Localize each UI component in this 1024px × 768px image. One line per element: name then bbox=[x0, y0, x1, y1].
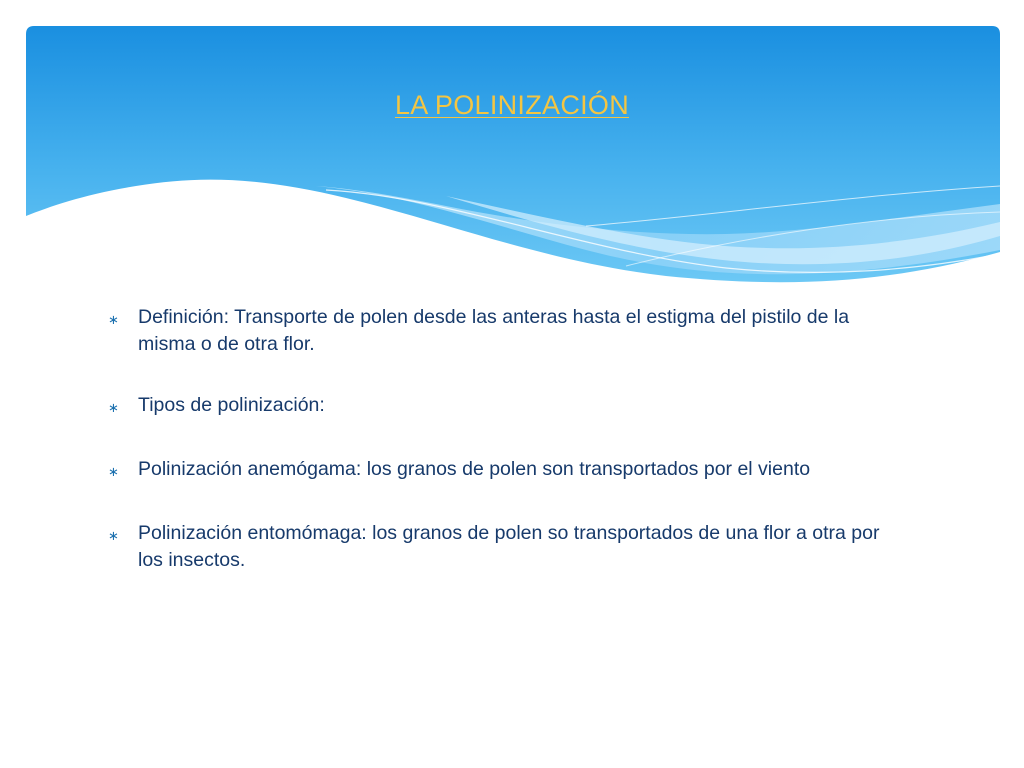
bullet-item-anemogama bbox=[108, 456, 908, 486]
asterisk-bullet-icon: ∗ bbox=[108, 528, 119, 543]
bullet-text: Polinización entomómaga: los granos de polen so transportados de una flor a otra por los insectos. bbox=[138, 522, 880, 571]
asterisk-bullet-icon: ∗ bbox=[108, 312, 119, 327]
bullet-item-definicion bbox=[108, 304, 908, 358]
bullet-text: Definición: Transporte de polen desde las anteras hasta el estigma del pistilo de la misma o de otra flor. bbox=[138, 306, 850, 355]
asterisk-bullet-icon: ∗ bbox=[108, 464, 119, 479]
bullet-list bbox=[108, 304, 908, 608]
slide-title: LA POLINIZACIÓN bbox=[394, 90, 630, 120]
bullet-item-entomomaga bbox=[108, 520, 908, 574]
bullet-text: Polinización anemógama: los granos de polen son transportados por el viento bbox=[138, 458, 811, 480]
header-wave-banner bbox=[26, 26, 1000, 286]
bullet-item-tipos bbox=[108, 392, 908, 422]
asterisk-bullet-icon: ∗ bbox=[108, 400, 119, 415]
wave-graphic bbox=[26, 26, 1000, 286]
bullet-text: Tipos de polinización: bbox=[138, 394, 325, 416]
